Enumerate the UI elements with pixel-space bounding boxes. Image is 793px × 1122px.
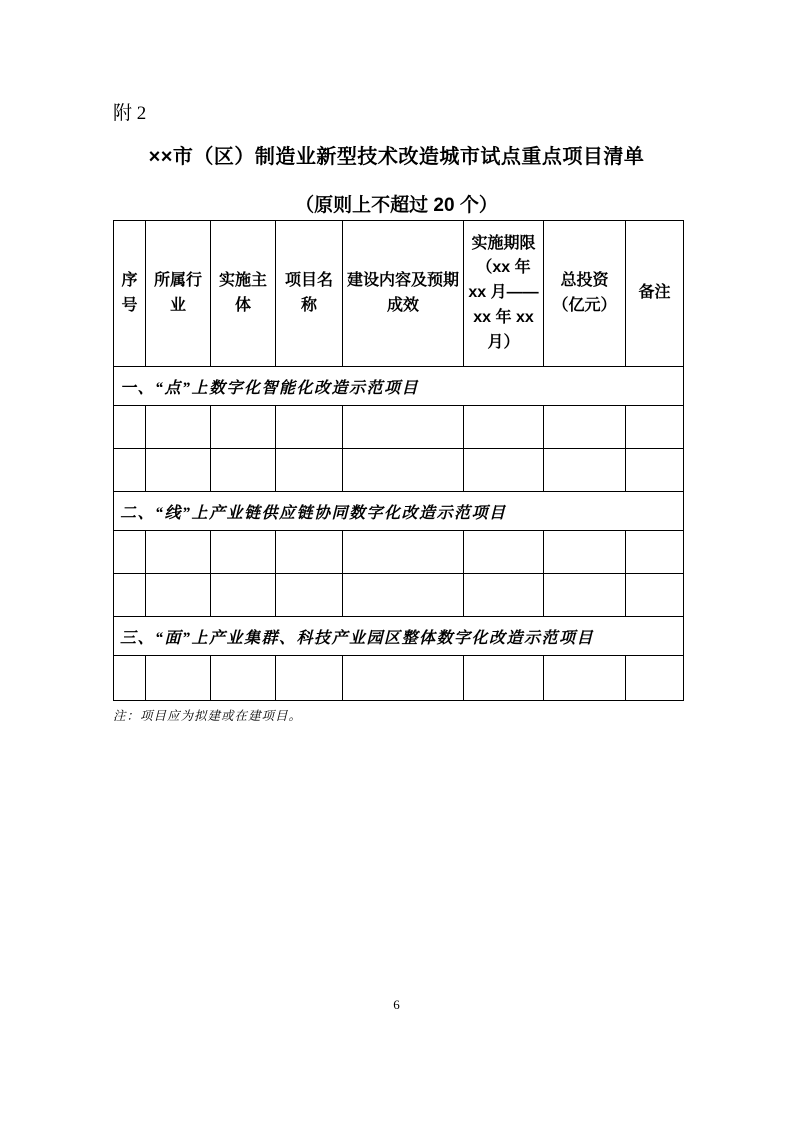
empty-cell — [464, 406, 544, 449]
column-header-remarks: 备注 — [626, 221, 684, 367]
section-3-label: 三、“面”上产业集群、科技产业园区整体数字化改造示范项目 — [114, 617, 684, 656]
empty-cell — [276, 574, 343, 617]
empty-cell — [114, 531, 146, 574]
document-subtitle: （原则上不超过 20 个） — [295, 195, 498, 216]
empty-data-row — [114, 531, 684, 574]
empty-cell — [544, 574, 626, 617]
empty-cell — [464, 574, 544, 617]
section-row-2 — [114, 492, 684, 531]
column-header-project-name: 项目名称 — [276, 221, 343, 367]
empty-cell — [146, 656, 211, 701]
section-row-1 — [114, 367, 684, 406]
empty-cell — [343, 531, 464, 574]
empty-cell — [343, 574, 464, 617]
empty-cell — [211, 574, 276, 617]
section-2-label: 二、“线”上产业链供应链协同数字化改造示范项目 — [114, 492, 684, 531]
empty-cell — [276, 406, 343, 449]
empty-data-row — [114, 406, 684, 449]
empty-cell — [464, 449, 544, 492]
empty-cell — [276, 656, 343, 701]
empty-data-row — [114, 656, 684, 701]
empty-cell — [211, 656, 276, 701]
empty-cell — [544, 531, 626, 574]
empty-cell — [544, 656, 626, 701]
empty-cell — [146, 531, 211, 574]
empty-cell — [626, 574, 684, 617]
empty-cell — [343, 656, 464, 701]
column-header-industry: 所属行业 — [146, 221, 211, 367]
empty-cell — [464, 656, 544, 701]
empty-cell — [211, 406, 276, 449]
empty-cell — [146, 574, 211, 617]
empty-cell — [146, 449, 211, 492]
column-header-implementer: 实施主体 — [211, 221, 276, 367]
empty-data-row — [114, 574, 684, 617]
section-row-3 — [114, 617, 684, 656]
empty-cell — [626, 531, 684, 574]
column-header-investment: 总投资（亿元） — [544, 221, 626, 367]
empty-cell — [343, 449, 464, 492]
section-1-label: 一、“点”上数字化智能化改造示范项目 — [114, 367, 684, 406]
empty-cell — [114, 449, 146, 492]
document-title: ××市（区）制造业新型技术改造城市试点重点项目清单 — [148, 146, 645, 168]
empty-cell — [626, 449, 684, 492]
empty-cell — [276, 531, 343, 574]
table-header-row — [114, 221, 684, 367]
project-list-table — [113, 220, 684, 701]
empty-cell — [626, 656, 684, 701]
empty-cell — [276, 449, 343, 492]
empty-data-row — [114, 449, 684, 492]
empty-cell — [114, 406, 146, 449]
empty-cell — [114, 656, 146, 701]
empty-cell — [343, 406, 464, 449]
table-note: 注：项目应为拟建或在建项目。 — [113, 709, 303, 723]
empty-cell — [146, 406, 211, 449]
empty-cell — [544, 449, 626, 492]
column-header-serial: 序号 — [114, 221, 146, 367]
page-number: 6 — [393, 997, 400, 1012]
empty-cell — [211, 449, 276, 492]
column-header-period: 实施期限（xx 年 xx 月——xx 年 xx 月） — [464, 221, 544, 367]
empty-cell — [464, 531, 544, 574]
empty-cell — [211, 531, 276, 574]
empty-cell — [544, 406, 626, 449]
empty-cell — [114, 574, 146, 617]
attachment-label: 附 2 — [113, 103, 147, 124]
empty-cell — [626, 406, 684, 449]
column-header-content-outcome: 建设内容及预期成效 — [343, 221, 464, 367]
